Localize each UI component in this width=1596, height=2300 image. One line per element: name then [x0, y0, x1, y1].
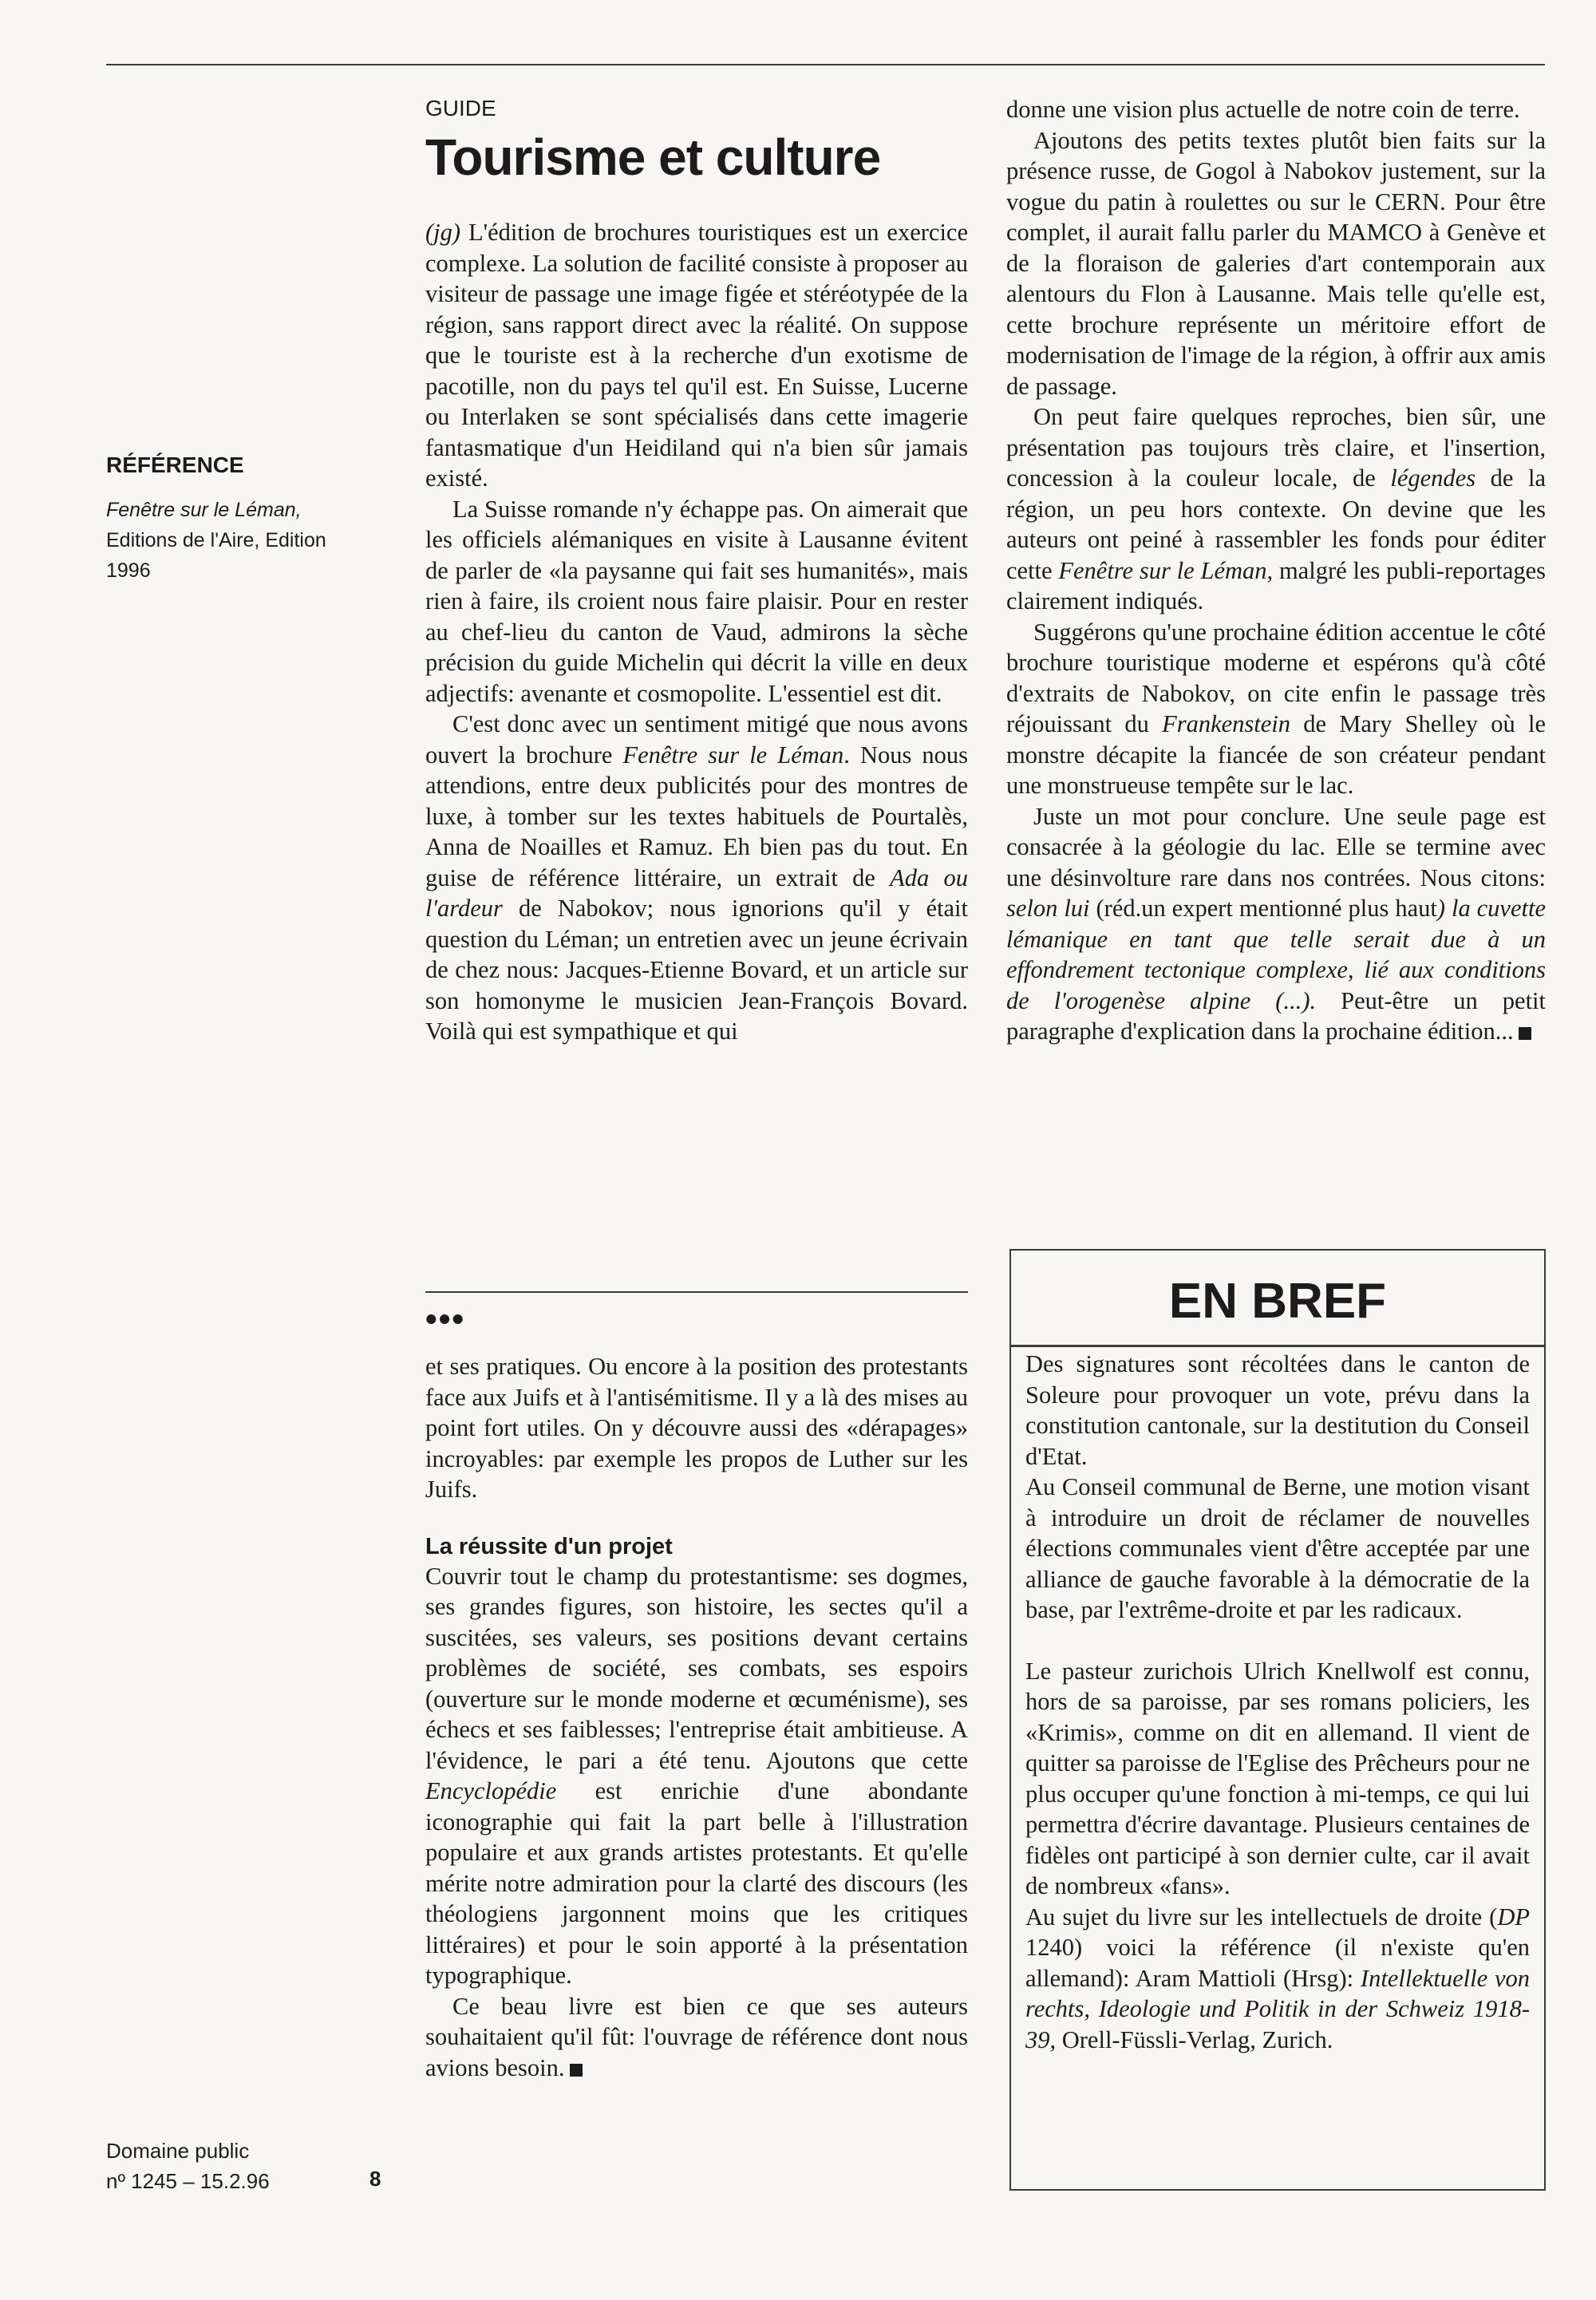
author-initials: (jg): [425, 219, 461, 246]
article-paragraph: et ses pratiques. Ou encore à la position des protestants face aux Juifs et à l'antisémitisme. Il y a là des mises au point fort utiles. On y découvre aussi des «dérapages» incroyables: par exemple les propos de Luther sur les Juifs.: [425, 1353, 968, 1503]
news-brief: Au sujet du livre sur les intellectuels de droite (DP 1240) voici la référence (il n'existe qu'en allemand): Aram Mattioli (Hrsg): Intellektuelle von rechts, Ideologie und Politik in der Schweiz 1918-39, Orell-Füssli-Verlag, Zurich.: [1025, 1903, 1530, 2053]
reference-text: [106, 495, 369, 586]
article-paragraph: Suggérons qu'une prochaine édition accentue le côté brochure touristique moderne et espérons qu'à côté d'extraits de Nabokov, on cite enfin le passage très réjouissant du Frankenstein de Mary Shelley où le monstre décapite la fiancée de son créateur pendant une monstrueuse tempête sur le lac.: [1006, 618, 1546, 799]
en-bref-rule: [1009, 1345, 1546, 1347]
en-bref-title: EN BREF: [1168, 1274, 1387, 1329]
top-rule: [106, 64, 1545, 65]
article-paragraph: C'est donc avec un sentiment mitigé que nous avons ouvert la brochure Fenêtre sur le Léman. Nous nous attendions, entre deux publicités pour des montres de luxe, à tomber sur les textes habituels de Pourtalès, Anna de Noailles et Ramuz. Eh bien pas du tout. En guise de référence littéraire, un extrait de Ada ou l'ardeur de Nabokov; nous ignorions qu'il y était question du Léman; un entretien avec un jeune écrivain de chez nous: Jacques-Etienne Bovard, et un article sur son homonyme le musicien Jean-François Bovard. Voilà qui est sympathique et qui: [425, 710, 968, 1045]
article-kicker: GUIDE: [425, 96, 496, 121]
page-number: 8: [369, 2167, 381, 2191]
reference-details: Editions de l'Aire, Edition 1996: [106, 529, 326, 582]
article-title: Tourisme et culture: [425, 128, 881, 186]
article-column-right: [1006, 94, 1546, 1047]
article-column-left: [425, 217, 968, 1047]
end-of-article-mark: [1519, 1027, 1531, 1040]
article-paragraph: donne une vision plus actuelle de notre coin de terre.: [1006, 96, 1520, 123]
article-paragraph: On peut faire quelques reproches, bien sûr, une présentation pas toujours très claire, et l'insertion, concession à la couleur locale, de légendes de la région, un peu hors contexte. On devine que les auteurs ont peiné à rassembler les fonds pour éditer cette Fenêtre sur le Léman, malgré les publi-reportages clairement indiqués.: [1006, 403, 1547, 615]
article-paragraph: Ce beau livre est bien ce que ses auteurs souhaitaient qu'il fût: l'ouvrage de référence dont nous avions besoin.: [425, 1992, 968, 2081]
article-paragraph: Juste un mot pour conclure. Une seule page est consacrée à la géologie du lac. Elle se termine avec une désinvolture rare dans nos contrées. Nous citons: selon lui (réd.un expert mentionné plus haut) la cuvette lémanique en tant que telle serait due à un effondrement tectonique complexe, lié aux conditions de l'orogenèse alpine (...). Peut-être un petit paragraphe d'explication dans la prochaine édition...: [1006, 802, 1546, 1045]
article-paragraph: La Suisse romande n'y échappe pas. On aimerait que les officiels alémaniques en visite à Lausanne évitent de parler de «la paysanne qui fait ses humanités», mais rien à faire, ils croient nous faire plaisir. Pour en rester au chef-lieu du canton de Vaud, admirons la sèche précision du guide Michelin qui décrit la ville en deux adjectifs: avenante et cosmopolite. L'essentiel est dit.: [425, 495, 968, 707]
article-paragraph: (jg) L'édition de brochures touristiques est un exercice complexe. La solution de facilité consiste à proposer au visiteur de passage une image figée et stéréotypée de la région, sans rapport direct avec la réalité. On suppose que le touriste est à la recherche d'un exotisme de pacotille, non du pays tel qu'il est. En Suisse, Lucerne ou Interlaken se sont spécialisés dans cette imagerie fantasmatique d'un Heidiland qui n'a bien sûr jamais existé.: [425, 219, 968, 492]
reference-heading: RÉFÉRENCE: [106, 452, 244, 477]
section-subheading: La réussite d'un projet: [425, 1533, 673, 1559]
issue-number: nº 1245 – 15.2.96: [106, 2169, 270, 2193]
section-rule: [425, 1291, 968, 1293]
publication-name: Domaine public: [106, 2139, 250, 2163]
end-of-article-mark: [570, 2064, 583, 2077]
news-brief: Le pasteur zurichois Ulrich Knellwolf est connu, hors de sa paroisse, par ses romans policiers, les «Krimis», comme on dit en allemand. Il vient de quitter sa paroisse de l'Eglise des Prêcheurs pour ne plus occuper qu'une fonction à mi-temps, ce qui lui permettra d'écrire davantage. Plusieurs centaines de fidèles ont participé à son dernier culte, car il avait de nombreux «fans».: [1025, 1657, 1530, 1899]
continued-article-column: [425, 1351, 968, 2083]
news-brief: Des signatures sont récoltées dans le canton de Soleure pour provoquer un vote, prévu dans la constitution cantonale, sur la destitution du Conseil d'Etat.: [1025, 1350, 1530, 1470]
continuation-dots: •••: [425, 1300, 466, 1338]
article-paragraph: Couvrir tout le champ du protestantisme: ses dogmes, ses grandes figures, son histoire, les sectes qu'il a suscitées, ses valeurs, ses positions devant certains problèmes de société, ses combats, ses espoirs (ouverture sur le monde moderne et œcuménisme), ses échecs et ses faiblesses; l'entreprise était ambitieuse. A l'évidence, le pari a été tenu. Ajoutons que cette Encyclopédie est enrichie d'une abondante iconographie qui fait la part belle à l'illustration populaire et aux grands artistes protestants. Et qu'elle mérite notre admiration pour la clarté des discours (les théologiens jargonnent moins que les critiques littéraires) et pour le soin apporté à la présentation typographique.: [425, 1562, 968, 1989]
reference-book-title: Fenêtre sur le Léman,: [106, 499, 302, 521]
en-bref-text: [1025, 1349, 1530, 2055]
news-brief: Au Conseil communal de Berne, une motion visant à introduire un droit de réclamer de nouvelles élections communales vient d'être acceptée par une alliance de gauche favorable à la démocratie de la base, par l'extrême-droite et par les radicaux.: [1025, 1473, 1530, 1623]
footer-publication: [106, 2136, 369, 2196]
article-paragraph: Ajoutons des petits textes plutôt bien faits sur la présence russe, de Gogol à Nabokov justement, sur la vogue du patin à roulettes ou sur le CERN. Pour être complet, il aurait fallu parler du MAMCO à Genève et de la floraison de galeries d'art contemporain aux alentours du Flon à Lausanne. Mais telle qu'elle est, cette brochure représente un méritoire effort de modernisation de l'image de la région, à offrir aux amis de passage.: [1006, 126, 1546, 400]
